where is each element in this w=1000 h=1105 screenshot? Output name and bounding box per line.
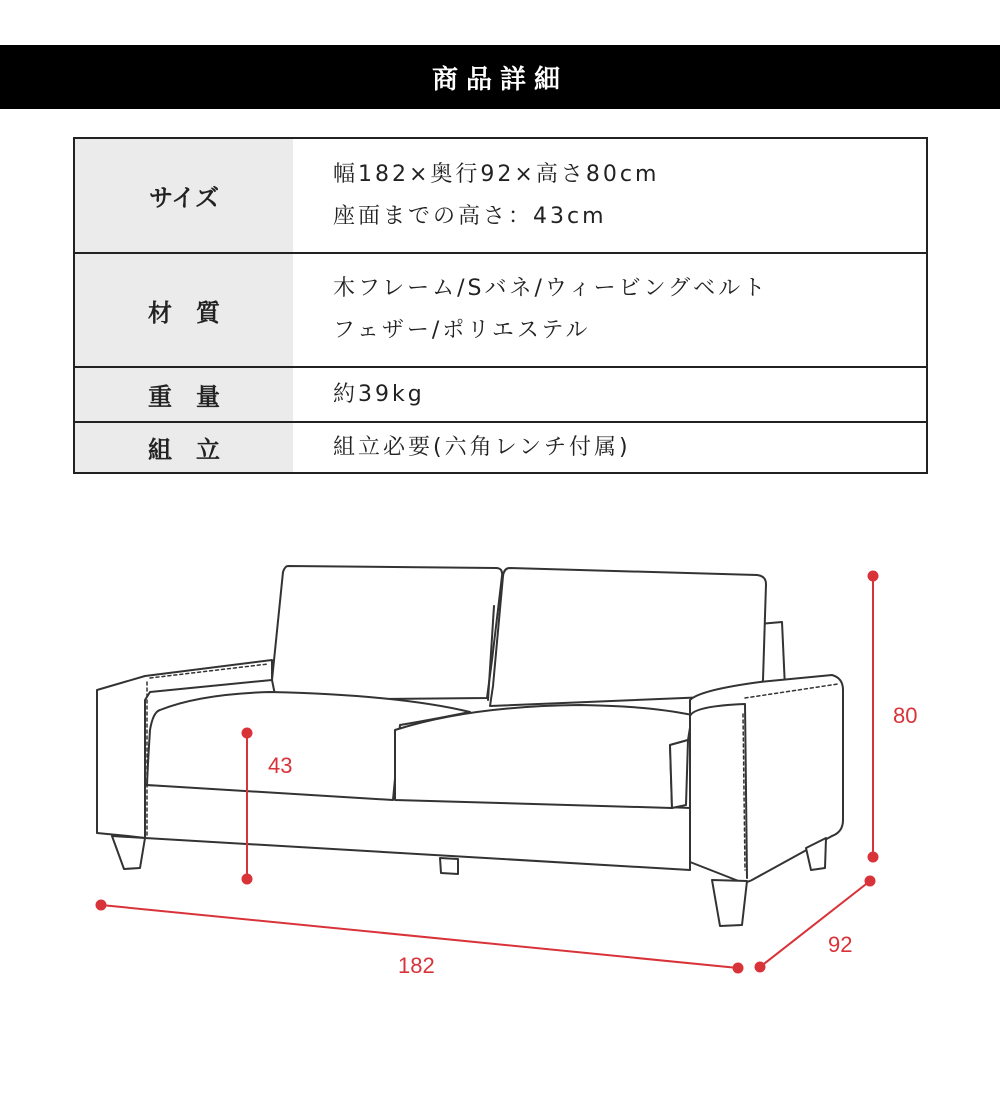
dimension-endpoint bbox=[733, 963, 744, 974]
dimension-endpoint bbox=[868, 852, 879, 863]
spec-value-line: 組立必要(六角レンチ付属) bbox=[333, 434, 631, 460]
spec-table bbox=[73, 137, 928, 474]
dimension-endpoint bbox=[242, 728, 253, 739]
spec-value-line: 木フレーム/Sバネ/ウィービングベルト bbox=[333, 276, 769, 301]
depth-label: 92 bbox=[828, 932, 853, 957]
spec-row-size bbox=[75, 139, 926, 254]
dimension-endpoint bbox=[868, 571, 879, 582]
spec-value-line: 座面までの高さ：43cm bbox=[333, 203, 607, 229]
spec-value bbox=[293, 368, 926, 421]
dimension-endpoint bbox=[242, 874, 253, 885]
spec-label: 組 立 bbox=[75, 423, 293, 472]
sofa-dimension-diagram bbox=[0, 540, 1000, 1000]
seat-height-label: 43 bbox=[268, 753, 293, 778]
spec-value bbox=[293, 139, 926, 252]
spec-label: サイズ bbox=[75, 139, 293, 252]
header-bar bbox=[0, 45, 1000, 109]
spec-row-assembly bbox=[75, 423, 926, 472]
depth-dimension-line bbox=[760, 881, 870, 967]
spec-row-weight bbox=[75, 368, 926, 423]
spec-label: 材 質 bbox=[75, 254, 293, 366]
dimension-endpoint bbox=[755, 962, 766, 973]
spec-value-line: 幅182×奥行92×高さ80cm bbox=[333, 161, 660, 187]
sofa-illustration bbox=[97, 566, 843, 926]
spec-value bbox=[293, 423, 926, 472]
spec-value-line: 約39kg bbox=[333, 381, 425, 407]
spec-value-line: フェザー/ポリエステル bbox=[333, 318, 591, 343]
width-label: 182 bbox=[398, 953, 435, 978]
dimension-endpoint bbox=[96, 900, 107, 911]
page-title: 商品詳細 bbox=[431, 64, 568, 95]
height-label: 80 bbox=[893, 703, 918, 728]
spec-label: 重 量 bbox=[75, 368, 293, 421]
dimension-endpoint bbox=[865, 876, 876, 887]
spec-row-material bbox=[75, 254, 926, 368]
spec-value bbox=[293, 254, 926, 366]
